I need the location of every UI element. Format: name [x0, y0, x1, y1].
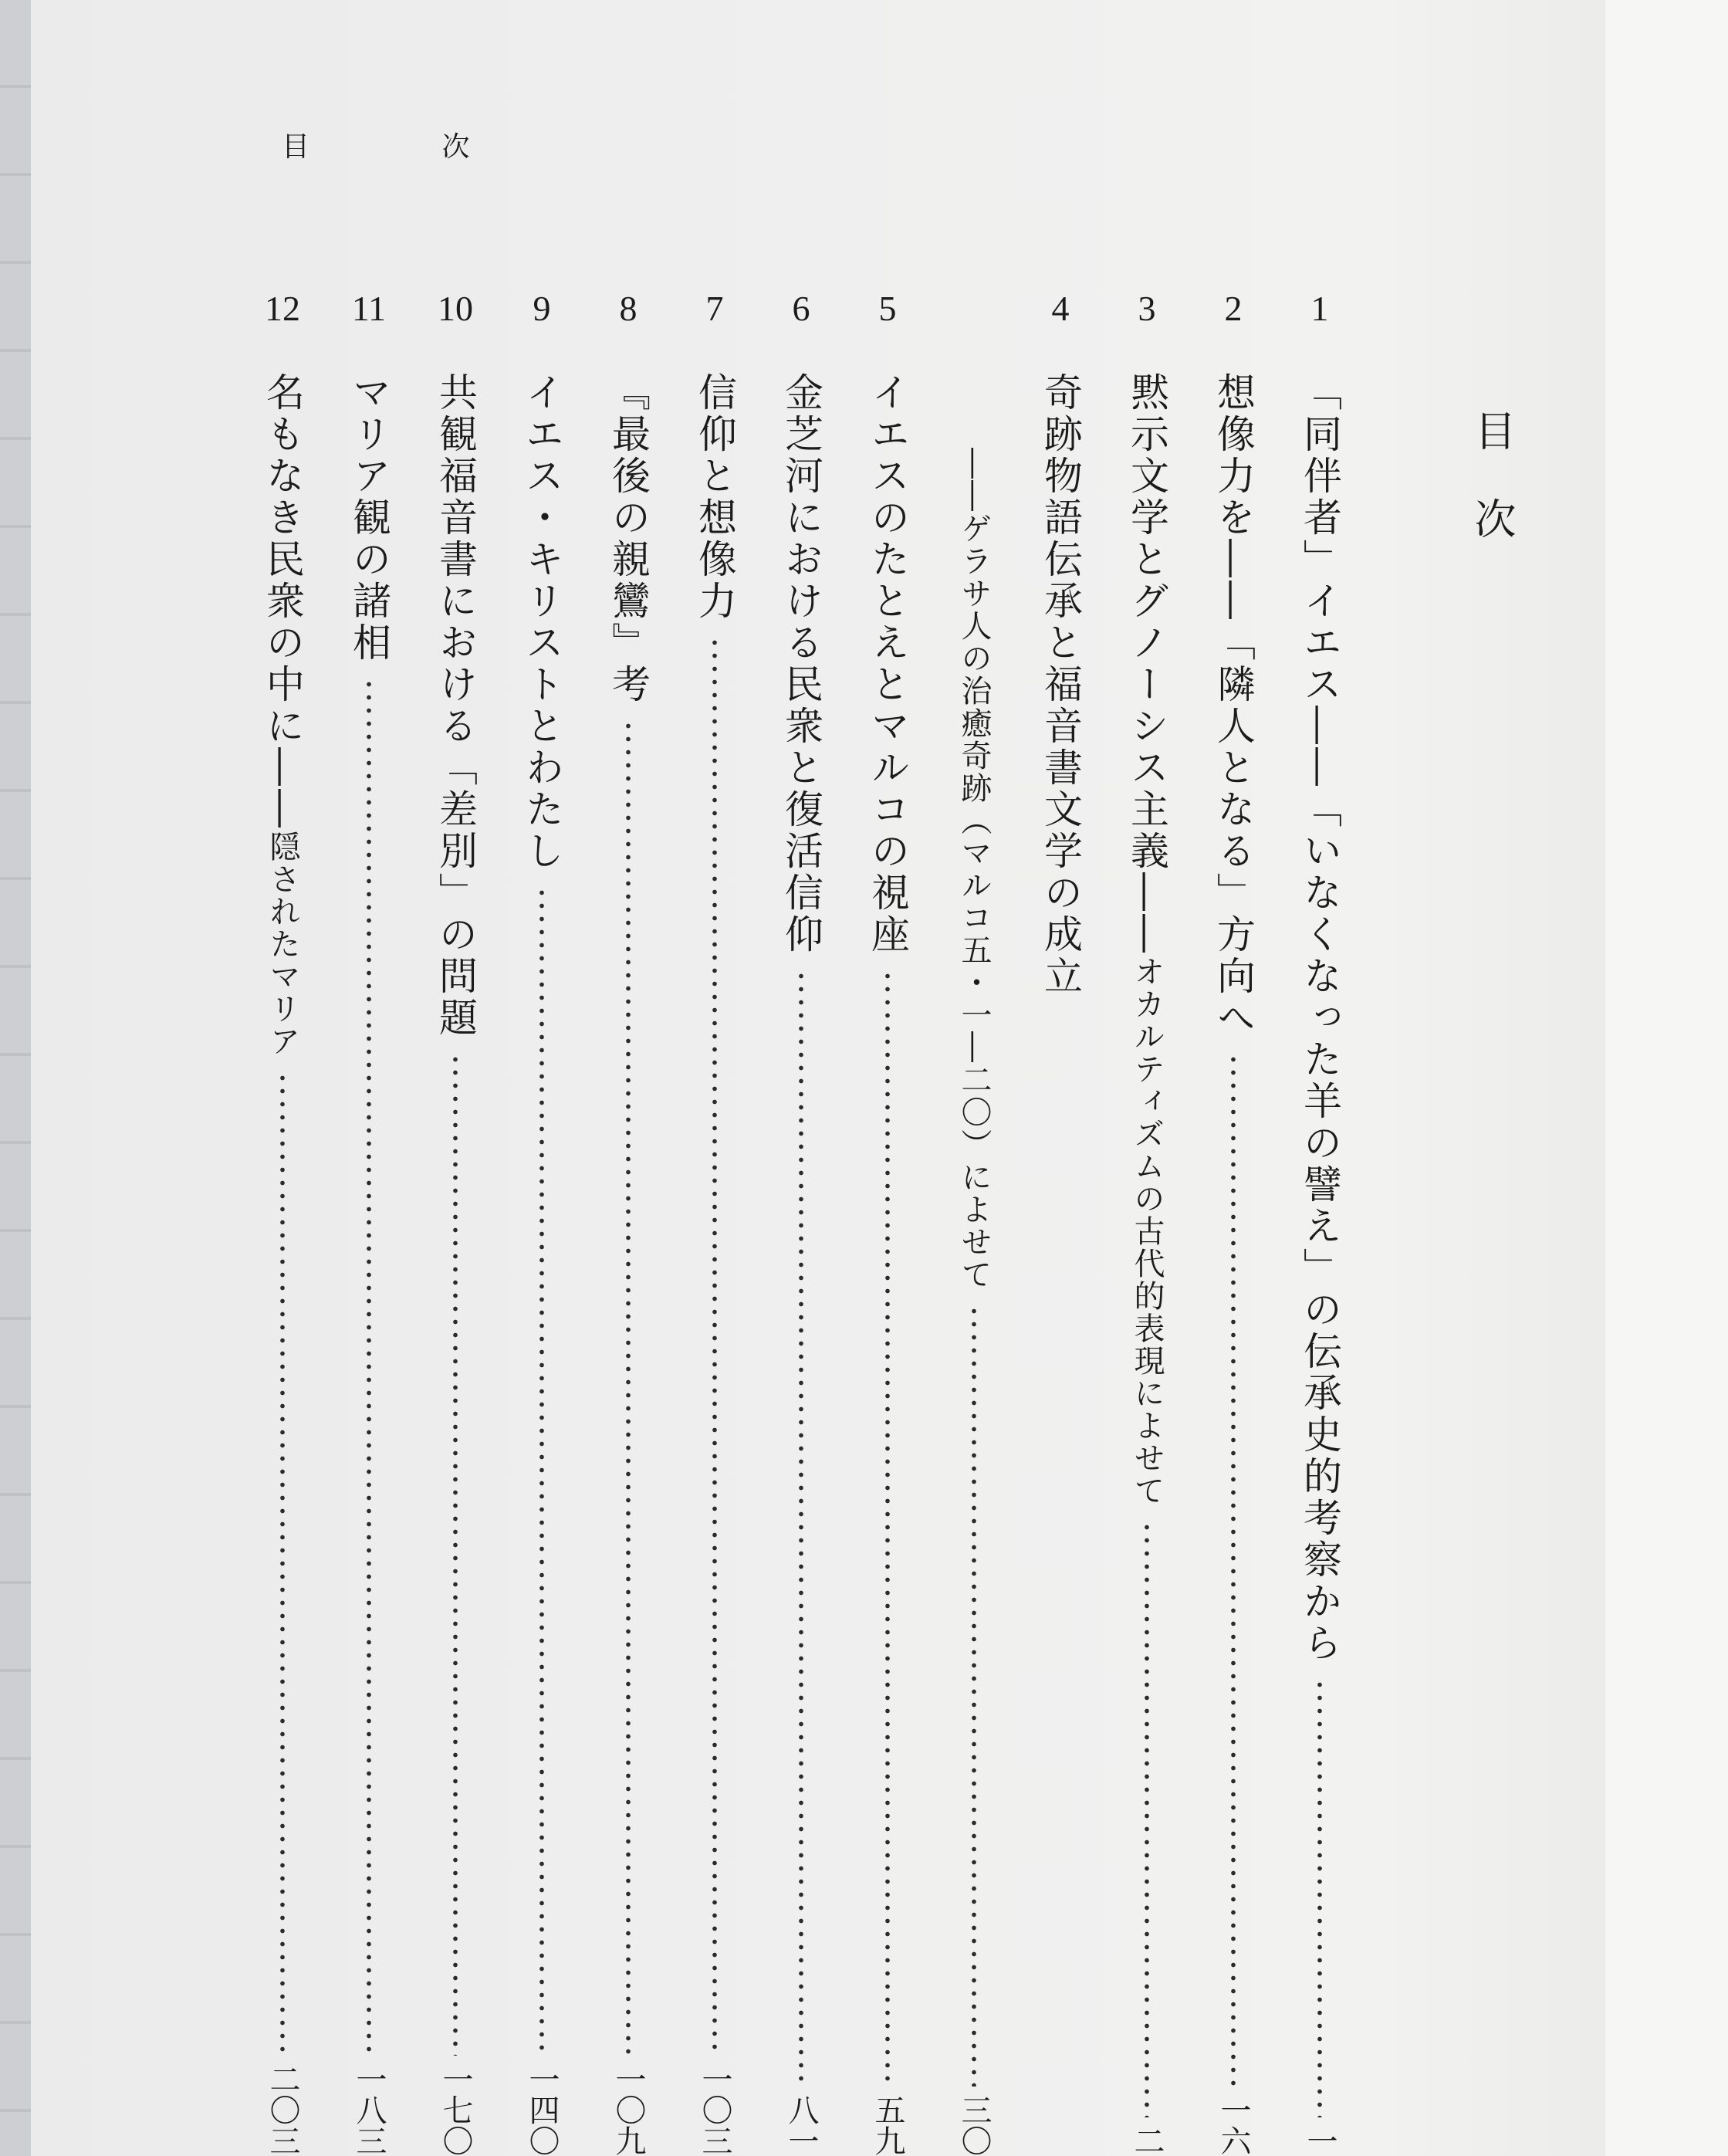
entry-page: 一七〇: [438, 2063, 473, 2156]
entry-title: 想像力を――「隣人となる」方向へ: [1211, 372, 1256, 1039]
running-head: 目 次: [282, 131, 532, 163]
toc-entry-1[interactable]: [1289, 278, 1351, 2156]
leader-dots: [366, 678, 372, 2056]
entry-subtitle: ――ゲラサ人の治癒奇跡（マルコ五・一―二〇）によせて: [956, 448, 992, 1291]
entry-title: マリア観の諸相: [347, 372, 391, 664]
toc-entry-10[interactable]: [424, 278, 486, 2156]
entry-page: 五九: [870, 2094, 905, 2156]
entry-page: 二〇三: [265, 2063, 300, 2156]
entry-number: 2: [1224, 289, 1243, 328]
toc-entry-8[interactable]: [597, 278, 659, 2156]
entry-page: 八一: [783, 2094, 819, 2156]
leader-dots: [452, 1053, 458, 2056]
entry-number: 9: [533, 289, 551, 328]
entry-number: 11: [351, 289, 387, 328]
toc-entry-4-subtitle-line[interactable]: [943, 278, 1005, 2156]
leader-dots: [798, 970, 804, 2087]
entry-page: 三〇: [956, 2094, 992, 2156]
entry-title: イエス・キリストとわたし: [519, 372, 564, 872]
entry-number: 5: [878, 289, 897, 328]
entry-number: 6: [792, 289, 810, 328]
entry-title: イエスのたとえとマルコの視座: [865, 372, 910, 956]
toc-title: 目次: [1468, 409, 1517, 585]
toc-entry-6[interactable]: [770, 278, 832, 2156]
toc-entry-5[interactable]: [857, 278, 918, 2156]
entry-page: 一〇九: [610, 2063, 646, 2156]
entry-title: 奇跡物語伝承と福音書文学の成立: [1038, 372, 1083, 997]
entry-page: 一〇三: [697, 2063, 732, 2156]
entry-number: 7: [705, 289, 724, 328]
leader-dots: [279, 1071, 286, 2056]
entry-number: 10: [438, 289, 473, 328]
leader-dots: [712, 636, 718, 2056]
entry-page: 一六: [1216, 2094, 1251, 2156]
toc-entry-12[interactable]: [252, 278, 313, 2156]
toc-entry-9[interactable]: [511, 278, 573, 2156]
entry-title: 金芝河における民衆と復活信仰: [779, 372, 823, 956]
entry-page: 一四〇: [524, 2063, 560, 2156]
entry-title: 『最後の親鸞』考: [606, 372, 651, 706]
leader-dots: [1144, 1521, 1150, 2117]
toc-entry-3[interactable]: [1116, 278, 1178, 2156]
entry-number: 1: [1310, 289, 1329, 328]
toc-entry-11[interactable]: [338, 278, 400, 2156]
leader-dots: [539, 886, 545, 2056]
background: [1605, 0, 1728, 2156]
leader-dots: [971, 1305, 977, 2087]
leader-dots: [884, 970, 891, 2087]
leader-dots: [1317, 1678, 1323, 2117]
entry-page: 一八三: [351, 2063, 387, 2156]
entry-title: 共観福音書における「差別」の問題: [433, 372, 478, 1039]
entry-page: 一: [1302, 2125, 1337, 2156]
entry-page: 二: [1129, 2125, 1165, 2156]
entry-subtitle: 隠されたマリア: [265, 831, 300, 1058]
entry-number: 3: [1138, 289, 1156, 328]
entry-title: 黙示文学とグノーシス主義――: [1124, 372, 1169, 956]
entry-title: 「同伴者」イエス――「いなくなった羊の譬え」の伝承史的考察から: [1297, 372, 1342, 1664]
toc-entry-7[interactable]: [684, 278, 746, 2156]
entry-number: 4: [1051, 289, 1070, 328]
toc-entry-2[interactable]: [1202, 278, 1264, 2156]
entry-number: 8: [619, 289, 637, 328]
entry-title: 名もなき民衆の中に――: [260, 372, 305, 831]
leader-dots: [1230, 1053, 1236, 2087]
entry-number: 12: [265, 289, 300, 328]
leader-dots: [625, 719, 631, 2056]
toc-entry-4[interactable]: [1030, 278, 1091, 2156]
entry-title: 信仰と想像力: [692, 372, 737, 622]
entry-subtitle: オカルティズムの古代的表現によせて: [1129, 956, 1165, 1507]
